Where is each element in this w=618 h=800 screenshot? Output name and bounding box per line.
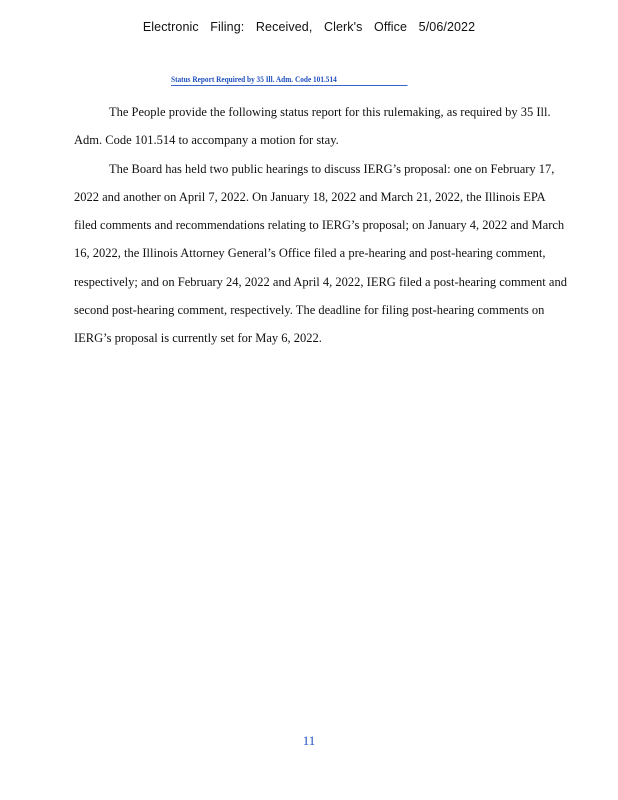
document-body (74, 98, 604, 353)
body-line: filed comments and recommendations relating to IERG’s proposal; on January 4, 2022 and March (74, 218, 565, 233)
body-line: The Board has held two public hearings to discuss IERG’s proposal: one on February 17, (109, 161, 555, 176)
body-line: respectively; and on February 24, 2022 and April 4, 2022, IERG filed a post-hearing comment and (74, 274, 567, 289)
paragraph-status-report (74, 98, 604, 155)
body-line: 2022 and another on April 7, 2022. On January 18, 2022 and March 21, 2022, the Illinois EPA (74, 189, 546, 204)
paragraph-hearings (74, 155, 604, 353)
body-line: The People provide the following status report for this rulemaking, as required by 35 Ill. (109, 105, 551, 119)
page-number: 11 (302, 733, 316, 748)
body-line: Adm. Code 101.514 to accompany a motion for stay. (74, 133, 339, 148)
section-heading-link[interactable]: Status Report Required by 35 Ill. Adm. Code 101.514 (171, 74, 408, 86)
body-line: 16, 2022, the Illinois Attorney General’s Office filed a pre-hearing and post-hearing comment, (74, 246, 546, 261)
filing-stamp-header: Electronic Filing: Received, Clerk's Office 5/06/2022 (142, 20, 476, 34)
body-line: IERG’s proposal is currently set for May 6, 2022. (74, 331, 322, 346)
body-line: second post-hearing comment, respectively. The deadline for filing post-hearing comments on (74, 303, 545, 318)
